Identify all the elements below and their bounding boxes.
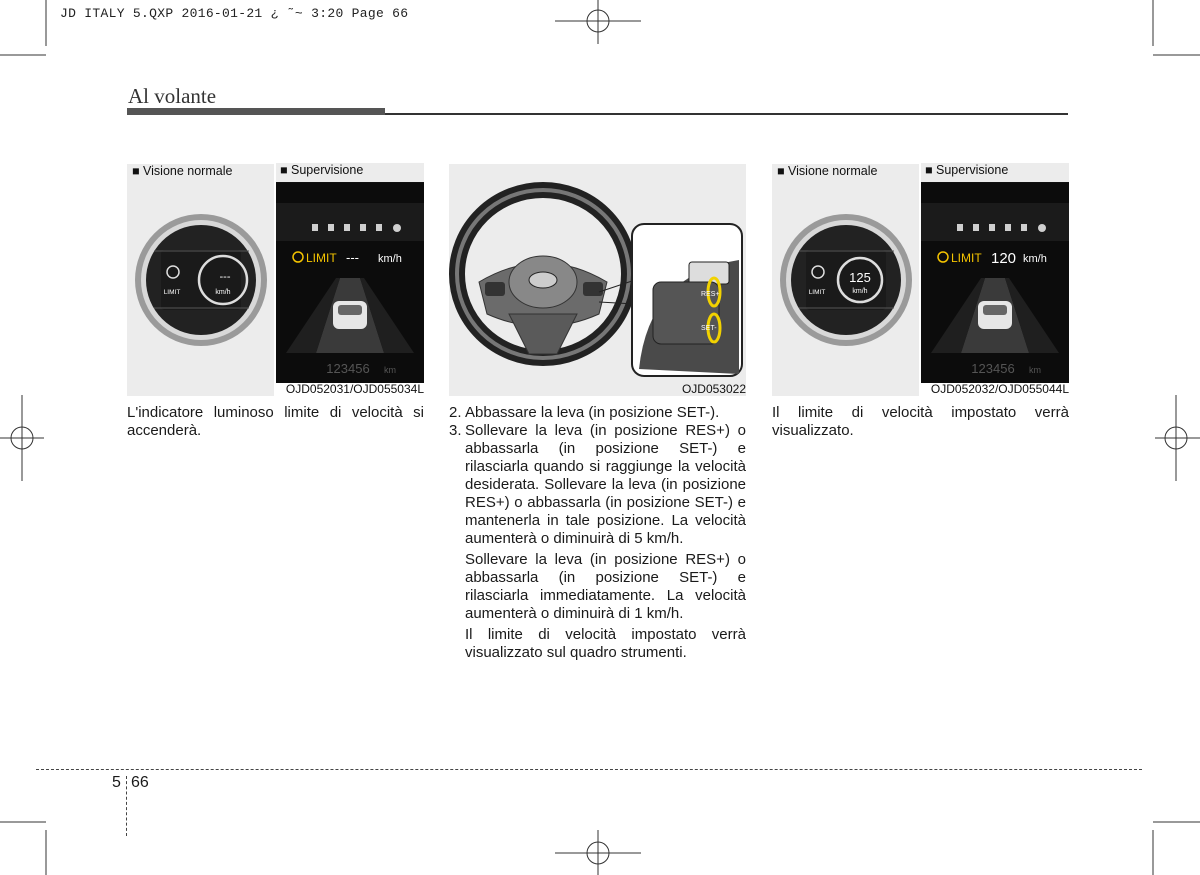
lcd-limit-right: LIMIT	[951, 251, 982, 265]
section-title: Al volante	[128, 84, 217, 108]
step-3	[449, 422, 746, 548]
gauge-dial	[129, 208, 273, 348]
page-number: 66	[131, 774, 149, 791]
figure-code-left: OJD052031/OJD055034L	[285, 382, 424, 396]
lcd-display-right	[921, 183, 1069, 383]
registration-mark-top	[555, 0, 641, 44]
steps-list	[449, 404, 746, 548]
registration-mark-bottom	[555, 830, 641, 875]
gauge-unit-right: km/h	[852, 288, 868, 295]
step-paragraph: Il limite di velocità impostato verrà visualizzato sul quadro strumenti.	[465, 626, 746, 661]
step-number: 2.	[449, 404, 462, 421]
footer-vertical-rule	[126, 776, 127, 836]
normal-view-panel-right	[772, 164, 919, 396]
steering-wheel-illustration	[449, 164, 746, 396]
figure-middle	[449, 164, 746, 396]
lcd-display	[276, 183, 424, 383]
odometer-right: 123456	[971, 361, 1015, 376]
gauge-value: 125	[849, 270, 871, 285]
figure-left	[127, 164, 424, 396]
step-text: Abbassare la leva (in posizione SET-).	[465, 404, 720, 421]
middle-column	[449, 404, 746, 662]
lcd-value-right: 120	[991, 250, 1017, 267]
title-bar	[127, 108, 385, 115]
figure-right	[772, 164, 1069, 396]
tag-super: ■ Supervisione	[276, 163, 424, 182]
supervision-panel	[276, 164, 424, 382]
set-label: SET-	[701, 325, 717, 332]
title-rule	[385, 113, 1068, 115]
lcd-limit: LIMIT	[306, 251, 337, 265]
tag-normal-right: ■ Visione normale	[777, 164, 878, 178]
figure-code-middle: OJD053022	[681, 382, 746, 396]
chapter-number: 5	[112, 774, 121, 791]
supervision-panel-right	[921, 164, 1069, 382]
normal-view-panel	[127, 164, 274, 396]
footer-dashed-rule	[36, 769, 1142, 770]
print-header: JD ITALY 5.QXP 2016-01-21 ¿ ˜~ 3:20 Page 66	[60, 6, 409, 21]
registration-mark-right	[1155, 395, 1200, 481]
registration-mark-left	[0, 395, 44, 481]
odometer: 123456	[326, 361, 370, 376]
step-number: 3.	[449, 422, 462, 439]
right-paragraph: Il limite di velocità impostato verrà visualizzato.	[772, 404, 1069, 439]
tag-normal: ■ Visione normale	[132, 164, 233, 178]
gauge-limit-right: LIMIT	[808, 289, 826, 296]
step-2	[449, 404, 746, 422]
lcd-value: ---	[346, 250, 359, 265]
gauge-dial-right	[774, 208, 918, 348]
tag-super-right: ■ Supervisione	[921, 163, 1069, 182]
figure-code-right: OJD052032/OJD055044L	[930, 382, 1069, 396]
step-text: Sollevare la leva (in posizione RES+) o abbassarla (in posizione SET-) e rilasciarla quando si raggiunge la velocità desiderata. Sollevare la leva (in posizione RES+) o abbassarla (in posizione SET-) e mantenerla in tale posizione. La velocità aumenterà o diminuirà di 5 km/h.	[465, 422, 746, 547]
step-paragraph: Sollevare la leva (in posizione RES+) o abbassarla (in posizione SET-) e rilasciarla immediatamente. La velocità aumenterà o diminuirà di 1 km/h.	[465, 551, 746, 622]
odometer-unit: km	[384, 365, 396, 375]
gauge-limit: LIMIT	[163, 289, 181, 296]
gauge-dash: ---	[219, 271, 231, 283]
lcd-unit: km/h	[378, 253, 402, 265]
left-paragraph: L'indicatore luminoso limite di velocità si accenderà.	[127, 404, 424, 439]
res-label: RES+	[701, 291, 720, 298]
lcd-unit-right: km/h	[1023, 253, 1047, 265]
gauge-unit: km/h	[215, 289, 231, 296]
odometer-unit-right: km	[1029, 365, 1041, 375]
